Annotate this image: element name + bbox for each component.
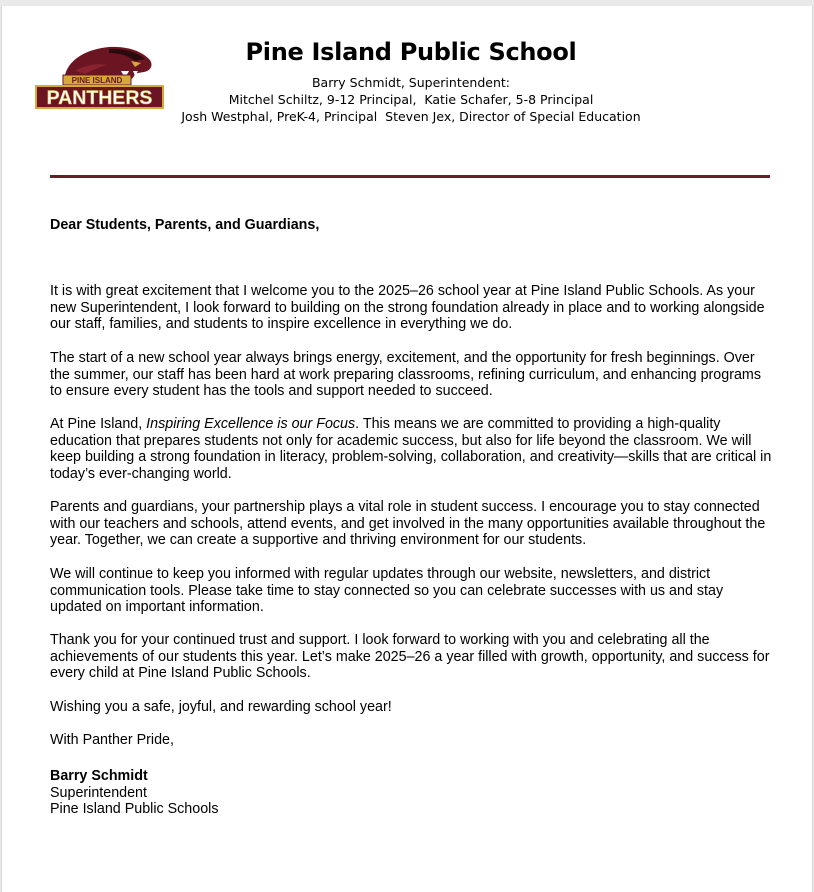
salutation: Dear Students, Parents, and Guardians, [50,217,320,233]
staff-line: Mitchel Schiltz, 9-12 Principal, Katie Schafer, 5-8 Principal [228,92,594,107]
paragraph: Wishing you a safe, joyful, and rewarding school year! [50,699,392,716]
signer-title: Superintendent [50,784,147,801]
svg-text:PINE ISLAND: PINE ISLAND [71,76,123,85]
signer-organization: Pine Island Public Schools [50,801,219,818]
header-divider [50,175,770,178]
staff-listing [162,74,660,125]
school-title: Pine Island Public School [245,38,577,66]
svg-text:PANTHERS: PANTHERS [46,87,153,109]
panthers-logo [35,41,165,111]
paragraph: At Pine Island, Inspiring Excellence is our Focus. This means we are committed to providing a high-quality education that prepares students not only for academic success, but also for life beyond the classroom. We will keep building a strong foundation in literacy, problem-solving, collaboration, and creativity—skills that are critical in today’s ever-changing world. [50,416,772,483]
closing: With Panther Pride, [50,732,174,749]
paragraph: Parents and guardians, your partnership plays a vital role in student success. I encourage you to stay connected with our teachers and schools, attend events, and get involved in the many opportunities available throughout the year. Together, we can create a supportive and thriving environment for our students. [50,499,766,549]
staff-line: Barry Schmidt, Superintendent: [311,75,511,90]
paragraph: It is with great excitement that I welcome you to the 2025–26 school year at Pine Island Public Schools. As your new Superintendent, I look forward to building on the strong foundation already in place and to working alongside our staff, families, and students to inspire excellence in everything we do. [50,283,765,333]
letter-page [1,6,813,892]
signer-name: Barry Schmidt [50,768,148,784]
paragraph: We will continue to keep you informed with regular updates through our website, newsletters, and district communication tools. Please take time to stay connected so you can celebrate successes with us and stay updated on important information. [50,566,724,616]
motto: Inspiring Excellence is our Focus [146,416,356,433]
paragraph: The start of a new school year always brings energy, excitement, and the opportunity for fresh beginnings. Over the summer, our staff has been hard at work preparing classrooms, refining curriculum, and enhancing programs to ensure every student has the tools and support needed to succeed. [50,350,761,400]
staff-line: Josh Westphal, PreK-4, Principal Steven Jex, Director of Special Education [181,109,641,124]
signature-block [50,768,775,818]
paragraph: Thank you for your continued trust and support. I look forward to working with you and celebrating all the achievements of our students this year. Let’s make 2025–26 a year filled with growth, opportunity, and success for every child at Pine Island Public Schools. [50,632,770,682]
